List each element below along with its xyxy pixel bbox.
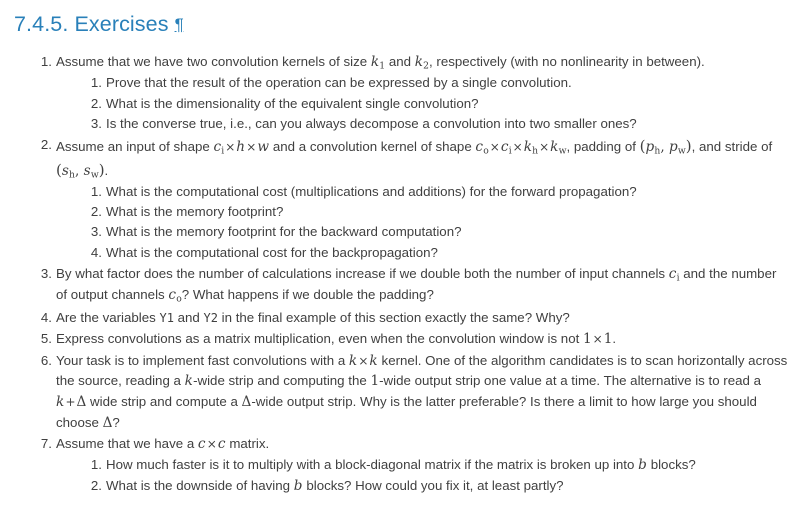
math-delta: Δ	[76, 394, 87, 411]
exercise-2-1-text: What is the computational cost (multiplications and additions) for the forward propagation?	[106, 184, 637, 200]
exercise-2-2-text: What is the memory footprint?	[106, 204, 284, 220]
list-item	[36, 264, 788, 307]
exercise-1-3-text: Is the converse true, i.e., can you always decompose a convolution into two smaller ones?	[106, 115, 637, 131]
math-one: 1	[370, 373, 380, 390]
exercise-1-2-text: What is the dimensionality of the equivalent single convolution?	[106, 95, 479, 111]
list-item	[36, 52, 788, 134]
exercise-4-text: Are the variables Y1 and Y2 in the final example of this section exactly the same? Why?	[56, 309, 570, 325]
math-k2: $k_2$	[414, 53, 430, 72]
math-h: h	[236, 138, 246, 155]
math-times: ×	[592, 332, 603, 347]
list-item	[86, 73, 788, 93]
list-item	[36, 329, 788, 350]
math-pw: $p_w$	[668, 138, 686, 157]
exercise-1-text: Assume that we have two convolution kernels of size $k_1$ and $k_2$, respectively (with no nonlinearity in between).	[56, 53, 705, 72]
math-kh: $k_h$	[523, 138, 539, 157]
math-one: 1	[582, 331, 592, 348]
math-delta-3: Δ	[102, 414, 113, 431]
math-ci: $c_i$	[668, 265, 680, 284]
math-k: k	[348, 352, 358, 369]
list-item	[86, 455, 788, 476]
math-k-4: k	[56, 394, 65, 411]
exercise-7-text: Assume that we have a c×c matrix.	[56, 436, 270, 453]
math-times: ×	[246, 139, 257, 154]
exercise-1-sublist	[56, 73, 788, 134]
code-y2: Y2	[203, 310, 218, 325]
math-times: ×	[539, 139, 550, 154]
list-item	[36, 135, 788, 263]
math-paren-open: (	[56, 160, 62, 179]
math-b: b	[638, 457, 647, 474]
exercise-2-text: Assume an input of shape $c_i\times h\times w$ and a convolution kernel of shape $c_o\times c_i\times k_h\times k_w$, padding of ($p_h$, $p_w$), and stride of ($s_h$, $s_w$).	[56, 136, 773, 181]
list-item	[86, 94, 788, 114]
exercise-1-1-text: Prove that the result of the operation can be expressed by a single convolution.	[106, 75, 572, 91]
list-item	[86, 476, 788, 497]
math-paren-open: (	[639, 136, 646, 155]
math-b-2: b	[293, 477, 303, 494]
math-paren-close: )	[98, 160, 105, 179]
math-ci: $c_i$	[213, 138, 225, 157]
math-delta-2: Δ	[241, 394, 252, 411]
math-w: w	[257, 138, 270, 155]
math-one-2: 1	[603, 331, 613, 348]
math-times: ×	[358, 353, 369, 368]
exercise-5-text: Express convolutions as a matrix multiplication, even when the convolution window is not 1×1.	[56, 331, 617, 348]
list-item	[86, 202, 788, 222]
math-k1: $k_1$	[370, 53, 386, 72]
exercise-7-1-text: How much faster is it to multiply with a block-diagonal matrix if the matrix is broken up into b blocks?	[106, 457, 696, 474]
list-item	[36, 434, 788, 496]
page-title-text: 7.4.5. Exercises	[14, 12, 169, 36]
exercise-3-text: By what factor does the number of calculations increase if we double both the number of input channels $c_i$ and the number of output channels $c_o$? What happens if we double the padding?	[56, 265, 777, 305]
list-item	[86, 243, 788, 263]
page-title	[14, 12, 788, 38]
math-c-2: c	[217, 436, 226, 453]
exercise-list	[12, 52, 788, 497]
math-times: ×	[206, 437, 217, 452]
permalink-anchor-icon[interactable]: ¶	[174, 15, 184, 34]
math-ci-2: $c_i$	[500, 138, 512, 157]
math-co: $c_o$	[168, 287, 182, 305]
list-item	[36, 351, 788, 434]
list-item	[36, 308, 788, 328]
exercise-7-sublist	[56, 455, 788, 496]
math-c: c	[197, 436, 206, 453]
math-kw: $k_w$	[550, 138, 567, 157]
exercise-2-sublist	[56, 182, 788, 263]
math-co: $c_o$	[475, 138, 489, 157]
code-y1: Y1	[159, 310, 174, 325]
math-paren-close: )	[685, 136, 692, 155]
math-k-2: k	[369, 352, 378, 369]
list-item	[86, 222, 788, 242]
math-sh: $s_h$	[61, 162, 75, 181]
math-plus: +	[65, 395, 76, 410]
math-times: ×	[225, 139, 236, 154]
exercise-2-3-text: What is the memory footprint for the backward computation?	[106, 224, 462, 240]
exercise-7-2-text: What is the downside of having b blocks? How could you fix it, at least partly?	[106, 477, 564, 494]
math-times: ×	[489, 139, 500, 154]
math-ph: $p_h$	[645, 138, 661, 157]
math-sw: $s_w$	[83, 162, 99, 181]
list-item	[86, 182, 788, 202]
math-times: ×	[512, 139, 523, 154]
exercise-2-4-text: What is the computational cost for the backpropagation?	[106, 244, 438, 260]
exercise-6-text: Your task is to implement fast convolutions with a k×k kernel. One of the algorithm candidates is to scan horizontally across the source, reading a k-wide strip and computing the 1-wide output strip one value at a time. The alternative is to read a k+Δ wide strip and compute a Δ-wide output strip. Why is the latter preferable? Is there a limit to how large you should choose Δ?	[56, 352, 788, 431]
list-item	[86, 114, 788, 134]
math-k-3: k	[184, 373, 194, 390]
